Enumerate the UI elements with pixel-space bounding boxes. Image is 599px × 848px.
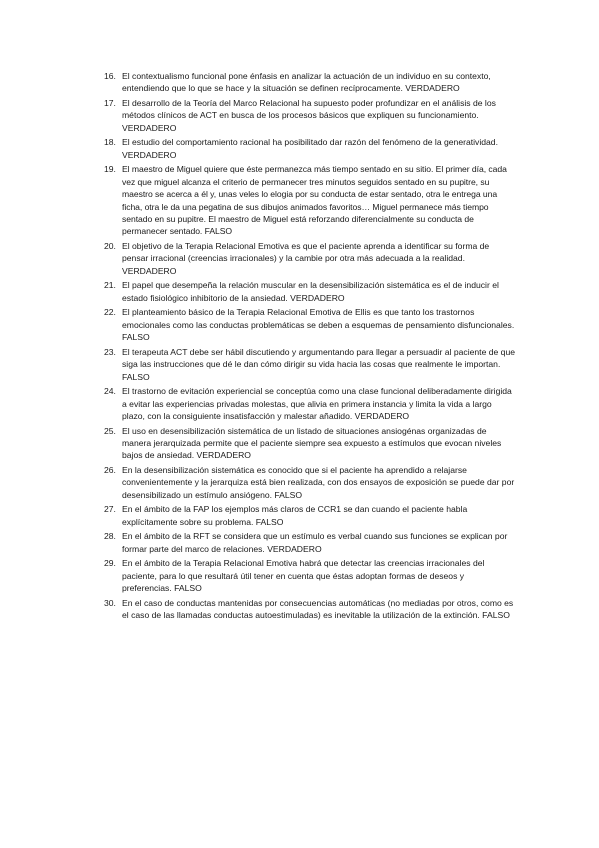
list-item (104, 425, 516, 462)
item-text: En el ámbito de la RFT se considera que un estímulo es verbal cuando sus funciones se explican por formar parte del marco de relaciones. VERDADERO (122, 531, 508, 554)
list-item (104, 70, 516, 95)
item-number: 22. (104, 307, 116, 318)
item-text: En el ámbito de la Terapia Relacional Emotiva habrá que detectar las creencias irracionales del paciente, para lo que resultará útil tener en cuenta que éstas adoptan formas de deseos y preferencias. FALSO (122, 558, 485, 594)
list-item (104, 597, 516, 622)
list-item (104, 503, 516, 528)
item-number: 26. (104, 465, 116, 476)
item-number: 30. (104, 597, 116, 608)
item-number: 20. (104, 241, 116, 252)
list-item (104, 306, 516, 343)
item-text: El contextualismo funcional pone énfasis en analizar la actuación de un individuo en su contexto, entendiendo que lo que se hace y la situación se definen recíprocamente. VERDADERO (122, 71, 491, 94)
list-item (104, 136, 516, 161)
item-text: El trastorno de evitación experiencial se conceptúa como una clase funcional deliberadamente dirigida a evitar las experiencias privadas molestas, que alivia en primera instancia y limita la vida a largo plazo, con la consiguiente insatisfacción y malestar añadido. VERDADERO (122, 386, 512, 422)
item-number: 24. (104, 386, 116, 397)
item-number: 17. (104, 98, 116, 108)
item-text: El estudio del comportamiento racional ha posibilitado dar razón del fenómeno de la generatividad. VERDADERO (122, 137, 498, 160)
item-number: 16. (104, 71, 116, 81)
item-text: En el ámbito de la FAP los ejemplos más claros de CCR1 se dan cuando el paciente habla explícitamente sobre su problema. FALSO (122, 504, 468, 527)
item-number: 23. (104, 346, 116, 357)
item-text: El desarrollo de la Teoría del Marco Relacional ha supuesto poder profundizar en el análisis de los métodos clínicos de ACT en busca de los procesos básicos que expliquen su funcionamiento. VERDADERO (122, 98, 496, 133)
item-text: En el caso de conductas mantenidas por consecuencias automáticas (no mediadas por otros, como es el caso de las llamadas conductas autoestimuladas) es inevitable la utilización de la extinción. FALSO (122, 597, 514, 621)
item-text: El planteamiento básico de la Terapia Relacional Emotiva de Ellis es que tanto los trastornos emocionales como las conductas problemáticas se deben a esquemas de pensamiento disfuncionales. FALSO (122, 307, 515, 343)
item-text: El objetivo de la Terapia Relacional Emotiva es que el paciente aprenda a identificar su forma de pensar irracional (creencias irracionales) y la cambie por otra más adecuada a la realidad. VERDADERO (122, 241, 490, 276)
list-item (104, 346, 516, 383)
item-text: En la desensibilización sistemática es conocido que si el paciente ha aprendido a relajarse convenientemente y la jerarquiza está bien realizada, con dos ensayos de exposición se puede dar por desensibilizado un estímulo ansiógeno. FALSO (122, 465, 515, 500)
item-number: 28. (104, 531, 116, 542)
item-number: 19. (104, 164, 116, 175)
item-number: 29. (104, 558, 116, 569)
list-item (104, 279, 516, 304)
list-item (104, 530, 516, 555)
question-list (104, 70, 516, 624)
list-item (104, 240, 516, 277)
item-text: El terapeuta ACT debe ser hábil discutiendo y argumentando para llegar a persuadir al paciente de que siga las instrucciones que dé le dan cómo dirigir su vida hacia las cosas que realmente le importan. FALSO (122, 346, 516, 382)
item-text: El uso en desensibilización sistemática de un listado de situaciones ansiogénas organizadas de manera jerarquizada permite que el paciente siempre sea expuesto a estímulos que evocan niveles bajos de ansiedad. VERDADERO (122, 425, 502, 461)
item-number: 25. (104, 425, 116, 436)
item-number: 18. (104, 137, 116, 148)
item-text: El papel que desempeña la relación muscular en la desensibilización sistemática es el de inducir el estado fisiológico inhibitorio de la ansiedad. VERDADERO (122, 280, 499, 303)
list-item (104, 163, 516, 237)
list-item (104, 464, 516, 501)
item-number: 21. (104, 280, 116, 291)
list-item (104, 557, 516, 594)
item-text: El maestro de Miguel quiere que éste permanezca más tiempo sentado en su sitio. El primer día, cada vez que miguel alcanza el criterio de permanecer tres minutos seguidos sentado en su pupitre, su maestro se acerca a él y, unas veles lo elogia por su conducta de estar sentado, otra le entrega una ficha, otra le da una pegatina de sus dibujos animados favoritos… Miguel permanece más tiempo sentado en su pupitre. El maestro de Miguel está reforzando diferencialmente su conducta de permanecer sentado. FALSO (122, 164, 507, 237)
list-item (104, 385, 516, 422)
list-item (104, 97, 516, 134)
item-number: 27. (104, 504, 116, 515)
